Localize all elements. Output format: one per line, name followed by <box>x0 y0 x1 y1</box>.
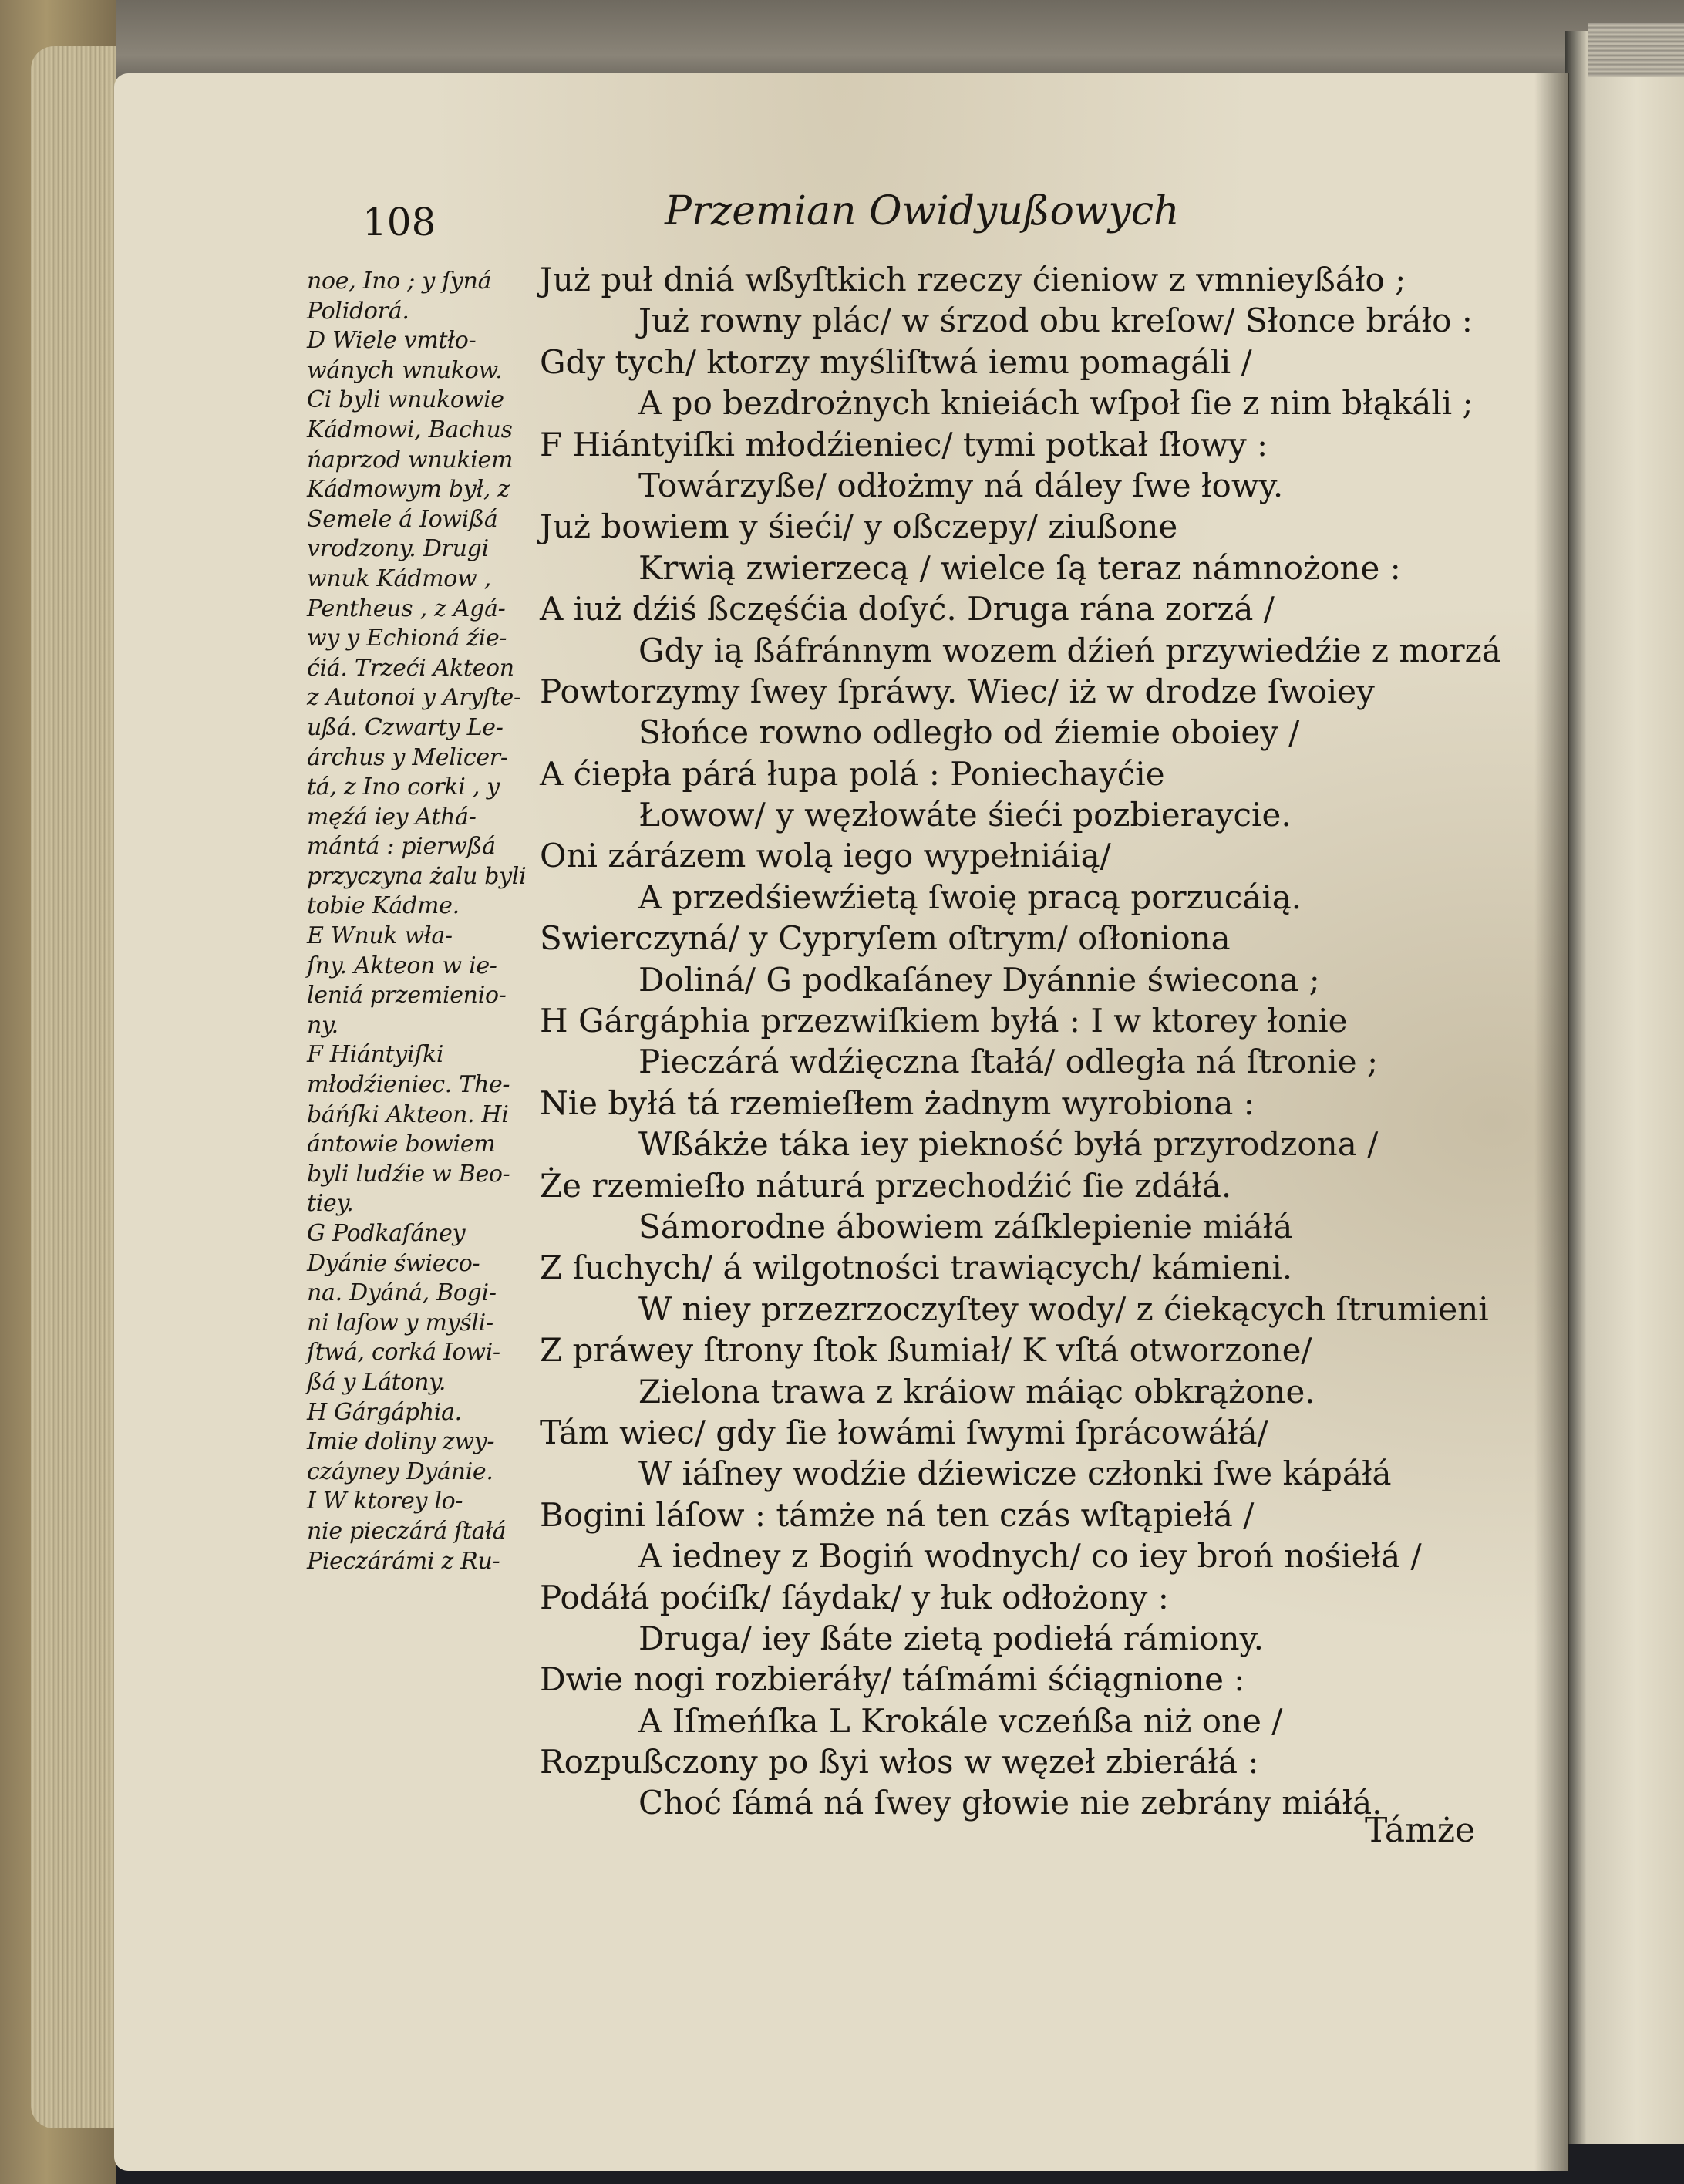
gloss-line: ſtwá, corká Iowi- <box>307 1339 500 1367</box>
gloss-line: ußá. Czwarty Le- <box>307 713 504 741</box>
verse-line: Już rowny plác/ w śrzod obu kreſow/ Słonce bráło : <box>638 302 1473 340</box>
gloss-line: wnuk Kádmow , <box>307 565 491 592</box>
gloss-line: Kádmowi, Bachus <box>307 416 513 443</box>
verse-line: Już bowiem y śieći/ y oßczepy/ ziußone <box>540 507 1178 546</box>
verse-line: Choć ſámá ná ſwey głowie nie zebrány miáłá. <box>638 1784 1383 1822</box>
gloss-line: G Podkaſáney <box>307 1220 466 1247</box>
gloss-line: byli ludźie w Beo- <box>307 1160 510 1188</box>
verse-line: Zielona trawa z kráiow máiąc obkrążone. <box>638 1372 1315 1410</box>
gloss-line: F Hiántyiſki <box>307 1041 444 1069</box>
verse-line: Wßákże táka iey piekność byłá przyrodzona / <box>638 1125 1379 1164</box>
verse-line: Rozpußczony po ßyi włos w węzeł zbieráłá : <box>540 1743 1259 1781</box>
running-head: Przemian Owidyußowych <box>665 188 1180 234</box>
verse-line: W niey przezrzoczyſtey wody/ z ćiekących ſtrumieni <box>638 1289 1489 1328</box>
gloss-line: Polidorá. <box>307 297 409 325</box>
verse-text <box>540 259 1501 1824</box>
verse-line: Sámorodne ábowiem záſklepienie miáłá <box>638 1207 1293 1245</box>
verse-line: A Iſmeńſka L Krokále vczeńßa niż one / <box>638 1701 1283 1740</box>
catchword: Támże <box>1365 1811 1476 1850</box>
verse-line: Łowow/ y węzłowáte śieći pozbieraycie. <box>638 796 1292 834</box>
gloss-line: D Wiele vmtło- <box>307 327 477 355</box>
verse-line: Krwią zwierzecą / wielce ſą teraz námnożone : <box>638 548 1401 587</box>
gloss-line: z Autonoi y Aryſte- <box>307 684 521 712</box>
facing-page <box>1565 31 1684 2144</box>
gloss-line: Imie doliny zwy- <box>307 1428 495 1456</box>
verse-line: Oni zárázem wolą iego wypełniáią/ <box>540 837 1111 875</box>
verse-line: A iedney z Bogiń wodnych/ co iey broń nośiełá / <box>638 1537 1422 1576</box>
gloss-line: Kádmowym był, z <box>307 476 510 504</box>
verse-line: Towárzyße/ odłożmy ná dáley ſwe łowy. <box>638 466 1284 504</box>
gloss-line: Pieczárámi z Ru- <box>307 1547 500 1575</box>
verse-line: A iuż dźiś ßczęśćia doſyć. Druga rána zorzá / <box>540 590 1275 629</box>
gloss-line: nie pieczárá ſtałá <box>307 1517 507 1545</box>
verse-line: Druga/ iey ßáte zietą podiełá rámiony. <box>638 1619 1265 1657</box>
verse-line: A ćiepła párá łupa polá : Poniechayćie <box>540 754 1165 793</box>
gloss-line: báńſki Akteon. Hi <box>307 1100 509 1128</box>
verse-line: Już puł dniá wßyſtkich rzeczy ćieniow z vmnieyßáło ; <box>540 261 1406 298</box>
verse-line: Dwie nogi rozbieráły/ táſmámi śćiągnione : <box>540 1660 1245 1699</box>
gloss-line: ćiá. Trzeći Akteon <box>307 654 514 682</box>
gloss-line: mántá : pierwßá <box>307 833 496 861</box>
gloss-line: E Wnuk wła- <box>307 922 453 950</box>
verse-line: Bogini láſow : támże ná ten czás wſtąpiełá / <box>540 1495 1255 1534</box>
gloss-line: męźá iey Athá- <box>307 803 477 831</box>
gloss-line: ántowie bowiem <box>307 1131 496 1158</box>
verse-line: Że rzemieſło náturá przechodźić ſie zdáłá. <box>540 1166 1232 1205</box>
gloss-line: ny. <box>307 1011 338 1039</box>
verse-line: Słońce rowno odległo od źiemie oboiey / <box>638 713 1300 752</box>
gloss-line: árchus y Melicer- <box>307 743 508 771</box>
gloss-line: leniá przemienio- <box>307 982 507 1009</box>
gloss-line: wánych wnukow. <box>307 356 503 384</box>
gutter-shadow <box>1534 73 1569 2171</box>
gloss-line: tiey. <box>307 1190 354 1218</box>
verse-line: W iáſney wodźie dźiewicze członki ſwe kápáłá <box>638 1454 1392 1493</box>
page-edges-top-right <box>1588 23 1684 77</box>
gloss-line: tá, z Ino corki , y <box>307 774 500 801</box>
gloss-line: tobie Kádme. <box>307 892 460 920</box>
gloss-line: Pentheus , z Agá- <box>307 595 506 622</box>
verse-line: A przedśiewźietą ſwoię pracą porzucáią. <box>638 878 1302 916</box>
gloss-line: I W ktorey lo- <box>307 1488 463 1515</box>
verse-line: Doliná/ G podkaſáney Dyánnie świecona ; <box>638 960 1320 999</box>
marginal-gloss <box>307 267 552 1576</box>
page-number: 108 <box>362 200 436 244</box>
gloss-line: H Gárgáphia. <box>307 1398 462 1426</box>
gloss-line: Ci byli wnukowie <box>307 386 504 414</box>
verse-line: Nie byłá tá rzemieſłem żadnym wyrobiona : <box>540 1084 1255 1122</box>
gloss-line: ßá y Látony. <box>307 1368 446 1396</box>
gloss-line: ńaprzod wnukiem <box>307 446 514 474</box>
gloss-line: na. Dyáná, Bogi- <box>307 1279 497 1307</box>
gloss-line: Semele á Iowißá <box>307 505 498 533</box>
verse-line: Pieczárá wdźięczna ſtałá/ odległa ná ſtronie ; <box>638 1043 1379 1081</box>
gloss-line: przyczyna żalu byli <box>307 862 527 890</box>
verse-line: Powtorzymy ſwey ſpráwy. Wiec/ iż w drodze ſwoiey <box>540 672 1375 710</box>
verse-line: Tám wiec/ gdy ſie łowámi ſwymi ſprácowáłá/ <box>540 1413 1268 1451</box>
verse-line: Z práwey ſtrony ſtok ßumiał/ K vſtá otworzone/ <box>540 1331 1312 1370</box>
gloss-line: ſny. Akteon w ie- <box>307 952 497 979</box>
gloss-line: Dyánie świeco- <box>307 1249 480 1277</box>
verse-line: Gdy tych/ ktorzy myśliſtwá iemu pomagáli / <box>540 342 1252 381</box>
verse-line: Swierczyná/ y Cypryſem oſtrym/ oſłoniona <box>540 919 1231 958</box>
verse-line: Podáłá poćiſk/ ſáydak/ y łuk odłożony : <box>540 1578 1169 1616</box>
gloss-line: vrodzony. Drugi <box>307 535 489 563</box>
gloss-line: młodźieniec. The- <box>307 1071 510 1099</box>
verse-line: A po bezdrożnych knieiách wſpoł ſie z nim błąkáli ; <box>638 384 1474 423</box>
page-edges-left <box>31 46 116 2128</box>
verse-line: Gdy ią ßáfránnym wozem dźień przywiedźie z morzá <box>638 631 1501 669</box>
gloss-line: czáyney Dyánie. <box>307 1458 493 1485</box>
gloss-line: ni laſow y myśli- <box>307 1309 493 1336</box>
verse-line: Z ſuchych/ á wilgotności trawiących/ kámieni. <box>540 1249 1293 1287</box>
gloss-line: noe, Ino ; y ſyná <box>307 268 492 295</box>
verse-line: H Gárgáphia przezwiſkiem byłá : I w ktorey łonie <box>540 1002 1348 1040</box>
gloss-line: wy y Echioná źie- <box>307 625 507 652</box>
verse-line: F Hiántyiſki młodźieniec/ tymi potkał ſłowy : <box>540 425 1268 463</box>
